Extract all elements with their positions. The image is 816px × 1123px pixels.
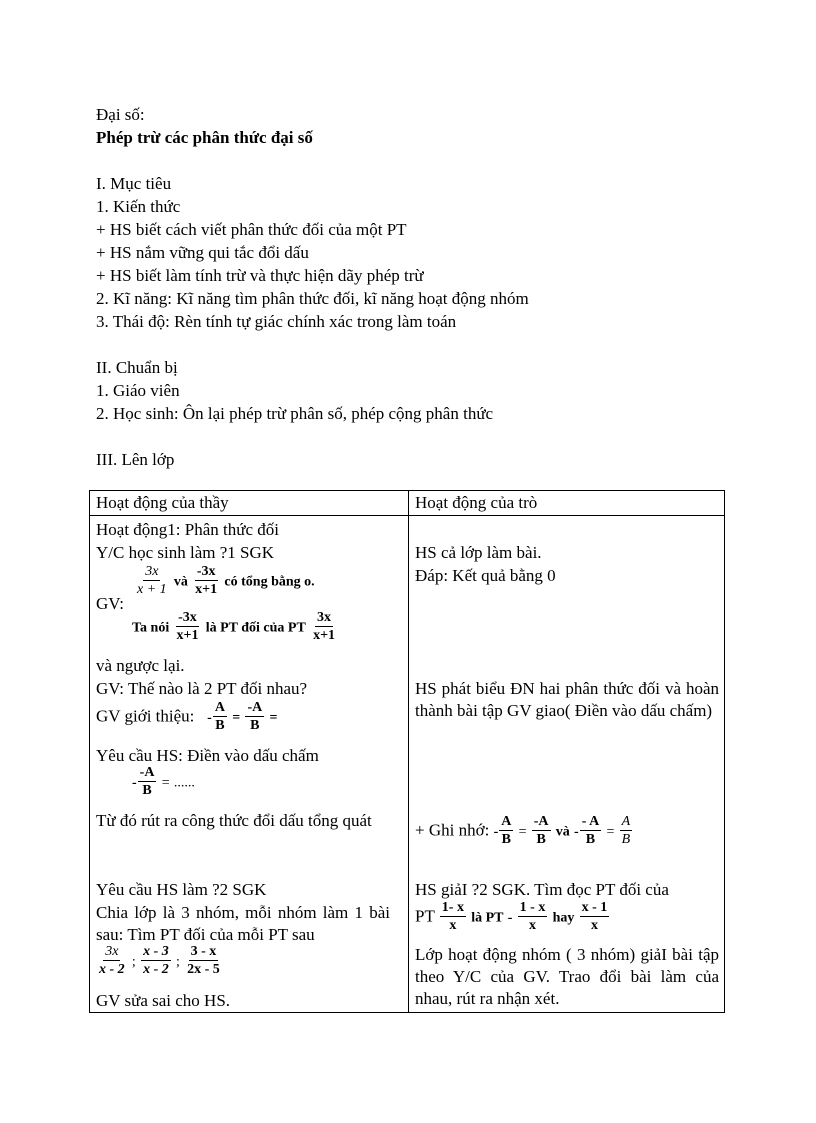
definition-text: HS phát biểu ĐN hai phân thức đối và hoàn thành bài tập GV giao( Điền vào dấu chấm) (415, 679, 719, 720)
gv-label: GV: (96, 594, 125, 613)
lesson-table (89, 490, 725, 1013)
section1-heading: I. Mục tiêu (96, 174, 172, 193)
fraction: $\frac{x - 3}{x - 2}$ (143, 944, 169, 977)
nguoc-lai-text: và ngược lại. (96, 656, 185, 675)
group-task-text: Chia lớp là 3 nhóm, mỗi nhóm làm 1 bài sau: Tìm PT đối của mỗi PT sau (96, 903, 390, 944)
formula-sum: $\frac{3x}{x + 1}$ và $\frac{-3x}{x+1}$ có tổng bằng o. (137, 564, 315, 597)
section1-item: + HS nắm vững qui tắc đổi dấu (96, 243, 309, 262)
fraction: $\frac{3x}{x+1}$ (313, 610, 336, 643)
fraction: $\frac{-A}{B}$ (533, 814, 549, 847)
section1-item: 3. Thái độ: Rèn tính tự giác chính xác trong làm toán (96, 312, 457, 331)
section2-item: 1. Giáo viên (96, 381, 180, 400)
fill-dots-request: Yêu cầu HS: Điền vào dấu chấm (96, 746, 319, 765)
section2-heading: II. Chuẩn bị (96, 358, 178, 377)
remember-formula: + Ghi nhớ: - $\frac{A}{B}$ = $\frac{-A}{B}$ và - $\frac{- A}{B}$ = $\frac{A}{B}$ (415, 814, 631, 847)
col-header-student: Hoạt động của trò (409, 491, 725, 516)
fraction: $\frac{-A}{B}$ (247, 700, 263, 733)
formula-exercises: $\frac{3x}{x - 2}$ ; $\frac{x - 3}{x - 2}$ ; $\frac{3 - x}{2x - 5}$ (99, 944, 220, 977)
activity1-title: Hoạt động1: Phân thức đối (96, 520, 279, 539)
page-title: Phép trừ các phân thức đại số (96, 128, 313, 147)
formula-opposite: Ta nói $\frac{-3x}{x+1}$ là PT đối của PT $\frac{3x}{x+1}$ (132, 610, 336, 643)
derive-rule-text: Từ đó rút ra công thức đổi dấu tổng quát (96, 811, 372, 830)
section1-item: + HS biết cách viết phân thức đối của một PT (96, 220, 407, 239)
col-header-teacher: Hoạt động của thầy (90, 491, 409, 516)
fraction: $\frac{-A}{B}$ (139, 765, 155, 798)
fraction: $\frac{3x}{x + 1}$ (137, 564, 167, 597)
fraction: $\frac{-3x}{x+1}$ (176, 610, 199, 643)
fraction: $\frac{-3x}{x+1}$ (195, 564, 218, 597)
fraction: $\frac{1- x}{x}$ (441, 900, 464, 933)
student-cell (409, 516, 725, 1013)
correction-text: GV sửa sai cho HS. (96, 991, 231, 1010)
req1-text: Y/C học sinh làm ?1 SGK (96, 543, 275, 562)
section3-heading: III. Lên lớp (96, 450, 175, 469)
fraction: $\frac{1 - x}{x}$ (519, 900, 546, 933)
fraction: $\frac{- A}{B}$ (581, 814, 600, 847)
fraction: $\frac{3x}{x - 2}$ (99, 944, 125, 977)
subject-label: Đại số: (96, 105, 145, 124)
fraction: $\frac{A}{B}$ (621, 814, 631, 847)
section1-item: + HS biết làm tính trừ và thực hiện dãy phép trừ (96, 266, 424, 285)
answer-text: Đáp: Kết quả bằng 0 (415, 566, 556, 585)
formula-intro: GV giới thiệu: - $\frac{A}{B}$ = $\frac{-A}{B}$ = (96, 700, 278, 733)
section1-item: 1. Kiến thức (96, 197, 181, 216)
fraction: $\frac{3 - x}{2x - 5}$ (187, 944, 220, 977)
formula-fill: - $\frac{-A}{B}$ = ...... (132, 765, 195, 798)
solve-text: HS giảI ?2 SGK. Tìm đọc PT đối của (415, 880, 669, 899)
fraction: $\frac{x - 1}{x}$ (581, 900, 608, 933)
section2-item: 2. Học sinh: Ôn lại phép trừ phân số, phép cộng phân thức (96, 404, 494, 423)
question-opposite: GV: Thế nào là 2 PT đối nhau? (96, 679, 308, 698)
group-activity-text: Lớp hoạt động nhóm ( 3 nhóm) giảI bài tập theo Y/C của GV. Trao đổi bài làm của nhau, rút ra nhận xét. (415, 945, 719, 1008)
req2-text: Yêu cầu HS làm ?2 SGK (96, 880, 267, 899)
section1-item: 2. Kĩ năng: Kĩ năng tìm phân thức đối, kĩ năng hoạt động nhóm (96, 289, 529, 308)
formula-opposites: PT $\frac{1- x}{x}$ là PT - $\frac{1 - x}{x}$ hay $\frac{x - 1}{x}$ (415, 900, 608, 933)
teacher-cell (90, 516, 409, 1013)
fraction: $\frac{A}{B}$ (501, 814, 512, 847)
fraction: $\frac{A}{B}$ (214, 700, 225, 733)
class-work-text: HS cả lớp làm bài. (415, 543, 542, 562)
